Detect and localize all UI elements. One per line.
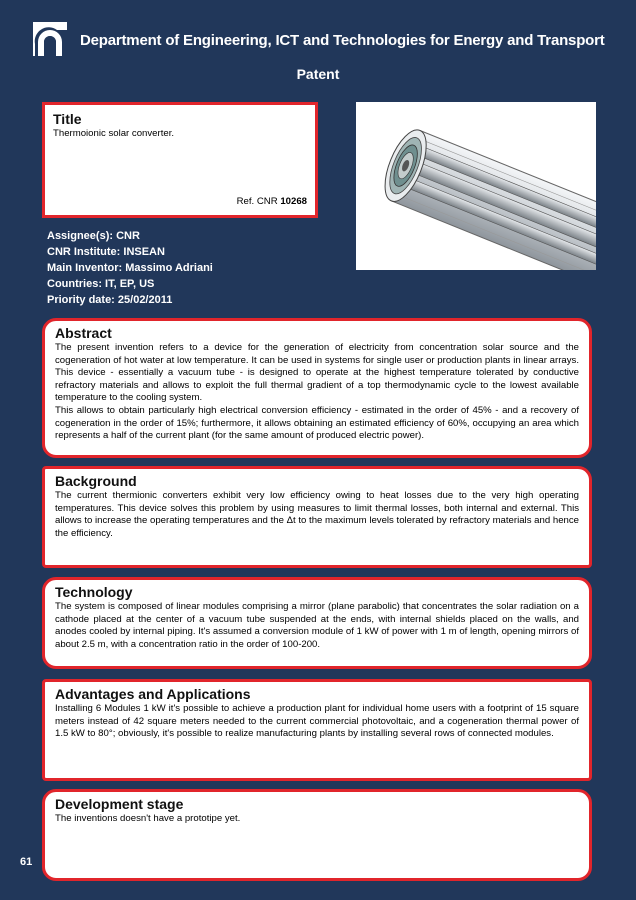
development-text: The inventions doesn't have a prototipe yet. <box>55 813 241 824</box>
department-title: Department of Engineering, ICT and Technologies for Energy and Transport <box>80 32 605 49</box>
background-section <box>42 466 592 568</box>
abstract-paragraph-1: The present invention refers to a device for the generation of electricity from concentration solar source and the cogeneration of hot water at low temperature. It can be used in systems for single user or production plants in linear arrays. This device - essentially a vacuum tube - is designed to operate at the highest temperature tolerated by conductive refractory materials and allows to exploit the full thermal gradient of a top thermodynamic cycle to the lowest available temperature to the cooling system. <box>55 342 579 404</box>
technology-heading: Technology <box>55 584 133 600</box>
title-text: Thermoionic solar converter. <box>53 128 175 139</box>
title-box <box>42 102 318 218</box>
reference-number <box>237 196 307 207</box>
technology-text: The system is composed of linear modules comprising a mirror (plane parabolic) that concentrates the solar radiation on a cathode placed at the center of a vacuum tube suspended at the ends, with internal shields placed on the walls, and anodes cooled by internal piping. It's assumed a conversion module of 1 kW of power with 1 m of length, opening mirrors of about 2.5 m, with a concentration ratio in the order of 100-200. <box>55 601 579 650</box>
advantages-text: Installing 6 Modules 1 kW it's possible to achieve a production plant for individual home users with a footprint of 15 square meters instead of 42 square meters needed to the current commercial photovoltaic, and a cogeneration thermal power of 1.5 kW to 80°; obviously, it's possible to realize manufacturing plants by installing several rows of connected modules. <box>55 703 579 740</box>
background-heading: Background <box>55 473 137 489</box>
abstract-paragraph-2: This allows to obtain particularly high electrical conversion efficiency - estimated in the order of 45% - and a recovery of cogeneration in the order of 15%; furthermore, it allows obtaining an estimated efficiency of 60%, occupying an area which represents a half of the current plant (for the same amount of produced electric power). <box>55 404 579 442</box>
product-image <box>356 102 596 270</box>
advantages-section <box>42 679 592 781</box>
development-section <box>42 789 592 881</box>
priority-date: Priority date: 25/02/2011 <box>47 294 173 306</box>
development-heading: Development stage <box>55 796 184 812</box>
title-heading: Title <box>53 111 82 127</box>
countries: Countries: IT, EP, US <box>47 278 155 290</box>
background-text: The current thermionic converters exhibit very low efficiency owing to heat losses due to the very high operating temperatures. This device solves this problem by using measures to limit thermal losses, both internal and external. This allows to increase the operating temperatures and the Δt to the maximum levels tolerated by refractory materials and hence the efficiency. <box>55 490 579 539</box>
page-subtitle: Patent <box>296 66 340 82</box>
cnr-institute: CNR Institute: INSEAN <box>47 246 165 258</box>
advantages-heading: Advantages and Applications <box>55 686 251 702</box>
assignee: Assignee(s): CNR <box>47 230 140 242</box>
technology-section <box>42 577 592 669</box>
patent-info <box>47 228 213 308</box>
abstract-section <box>42 318 592 458</box>
abstract-heading: Abstract <box>55 325 112 341</box>
main-inventor: Main Inventor: Massimo Adriani <box>47 262 213 274</box>
cnr-logo-icon <box>29 18 71 60</box>
ref-number: 10268 <box>280 196 307 207</box>
page-number: 61 <box>20 856 33 868</box>
ref-prefix: Ref. CNR <box>236 196 278 207</box>
vacuum-tube-illustration <box>356 102 596 270</box>
